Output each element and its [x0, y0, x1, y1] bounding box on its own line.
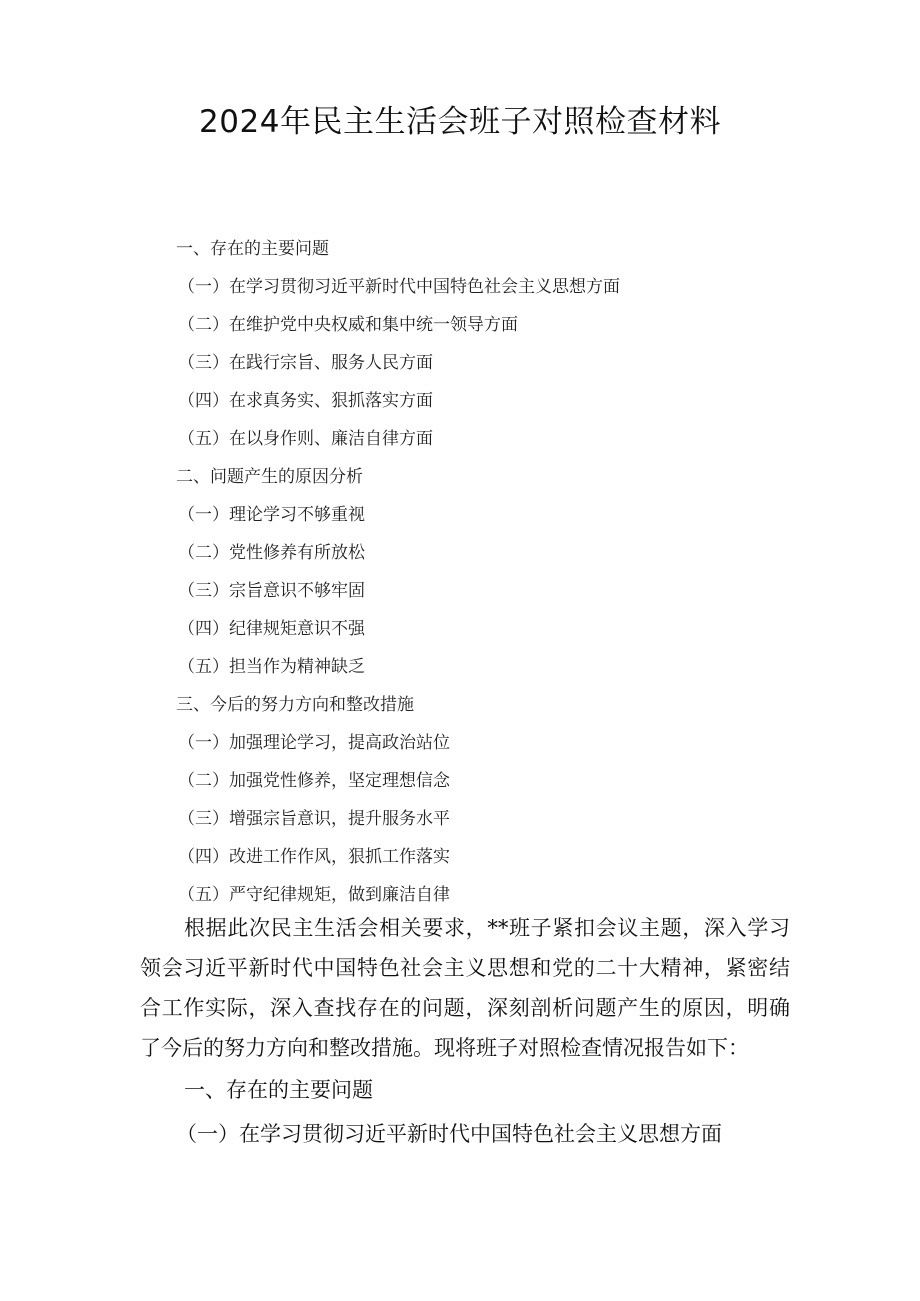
toc-line: （四）在求真务实、狠抓落实方面 [178, 391, 433, 411]
toc-line: （三）宗旨意识不够牢固 [178, 581, 365, 601]
toc-line: （五）严守纪律规矩，做到廉洁自律 [178, 885, 450, 905]
toc-line: （四）改进工作作风，狠抓工作落实 [178, 847, 450, 867]
toc-line: （一）加强理论学习，提高政治站位 [178, 733, 450, 753]
toc-line: （一）理论学习不够重视 [178, 505, 365, 525]
table-of-contents [176, 230, 816, 914]
toc-line: （四）纪律规矩意识不强 [178, 619, 365, 639]
toc-line: （二）加强党性修养，坚定理想信念 [178, 771, 450, 791]
toc-line: （三）增强宗旨意识，提升服务水平 [178, 809, 450, 829]
toc-line: （二）在维护党中央权威和集中统一领导方面 [178, 315, 518, 335]
document-body [140, 908, 790, 1154]
section-heading: 一、存在的主要问题 [184, 1078, 373, 1102]
toc-line: （一）在学习贯彻习近平新时代中国特色社会主义思想方面 [178, 277, 620, 297]
toc-line: 一、存在的主要问题 [176, 239, 329, 259]
toc-line: （三）在践行宗旨、服务人民方面 [178, 353, 433, 373]
toc-line: （五）担当作为精神缺乏 [178, 657, 365, 677]
subsection-heading: （一）在学习贯彻习近平新时代中国特色社会主义思想方面 [176, 1122, 722, 1146]
toc-line: 三、今后的努力方向和整改措施 [176, 695, 414, 715]
toc-line: 二、问题产生的原因分析 [176, 467, 363, 487]
toc-line: （五）在以身作则、廉洁自律方面 [178, 429, 433, 449]
intro-paragraph: 根据此次民主生活会相关要求，**班子紧扣会议主题，深入学习领会习近平新时代中国特色社会主义思想和党的二十大精神，紧密结合工作实际，深入查找存在的问题，深刻剖析问题产生的原因，明确了今后的努力方向和整改措施。现将班子对照检查情况报告如下： [140, 916, 790, 1060]
toc-line: （二）党性修养有所放松 [178, 543, 365, 563]
document-title: 2024年民主生活会班子对照检查材料 [199, 104, 721, 140]
